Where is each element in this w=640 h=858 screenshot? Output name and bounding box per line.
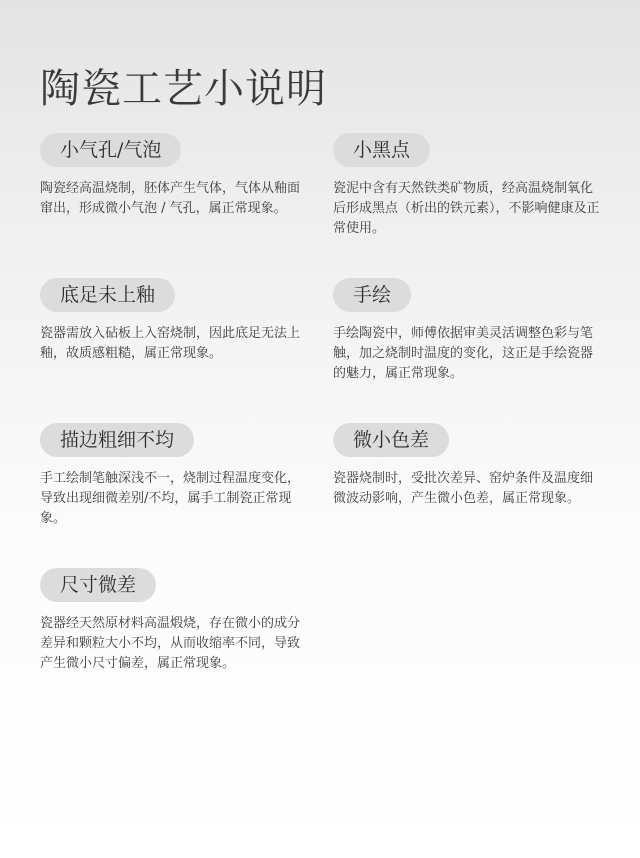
note-title-badge: 底足未上釉 <box>40 278 175 312</box>
note-item-unglazed-foot <box>40 278 333 423</box>
note-item-color-difference <box>333 423 620 568</box>
page-title: 陶瓷工艺小说明 <box>40 65 327 112</box>
note-description: 手绘陶瓷中，师傅依据审美灵活调整色彩与笔触，加之烧制时温度的变化，这正是手绘瓷器的魅力，属正常现象。 <box>333 326 594 381</box>
note-description: 瓷泥中含有天然铁类矿物质，经高温烧制氧化后形成黑点（析出的铁元素），不影响健康及正常使用。 <box>333 181 600 236</box>
note-title-badge: 描边粗细不均 <box>40 423 194 457</box>
note-item-uneven-outline <box>40 423 333 568</box>
note-description: 瓷器烧制时，受批次差异、窑炉条件及温度细微波动影响，产生微小色差，属正常现象。 <box>333 471 594 506</box>
note-item-size-difference <box>40 568 333 713</box>
note-description: 瓷器经天然原材料高温煅烧，存在微小的成分差异和颗粒大小不均，从而收缩率不同，导致产生微小尺寸偏差，属正常现象。 <box>40 616 301 671</box>
note-item-black-spots <box>333 133 620 278</box>
note-title-badge: 小黑点 <box>333 133 430 167</box>
note-title-badge: 小气孔/气泡 <box>40 133 181 167</box>
note-description: 瓷器需放入砧板上入窑烧制，因此底足无法上釉，故质感粗糙，属正常现象。 <box>40 326 301 361</box>
note-item-hand-painted <box>333 278 620 423</box>
notes-grid <box>40 133 620 713</box>
note-title-badge: 手绘 <box>333 278 411 312</box>
note-title-badge: 微小色差 <box>333 423 449 457</box>
note-item-air-bubbles <box>40 133 333 278</box>
note-description: 陶瓷经高温烧制，胚体产生气体，气体从釉面窜出，形成微小气泡 / 气孔，属正常现象。 <box>40 181 301 216</box>
note-title-badge: 尺寸微差 <box>40 568 156 602</box>
note-description: 手工绘制笔触深浅不一，烧制过程温度变化，导致出现细微差别/不均，属手工制瓷正常现象。 <box>40 471 301 526</box>
